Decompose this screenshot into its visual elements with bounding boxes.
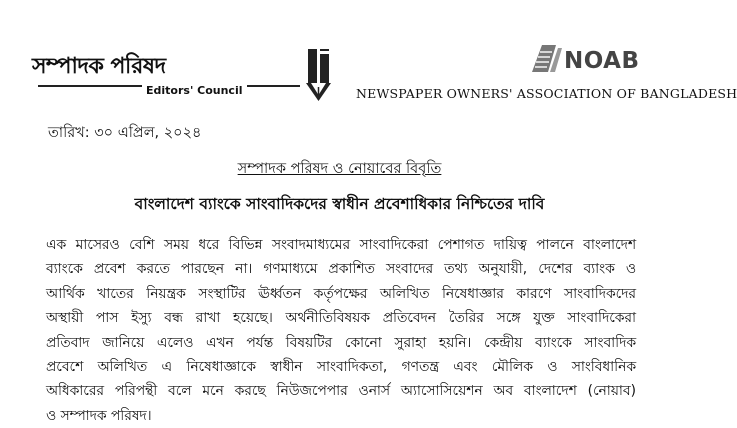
body-line: অধিকারের পরিপন্থী বলে মনে করছে নিউজপেপার ওনার্স অ্যাসোসিয়েশন অব বাংলাদেশ (নোয়াব)	[46, 383, 636, 400]
body-line: ব্যাংকে প্রবেশ করতে পারছেন না। গণমাধ্যমে প্রকাশিত সংবাদের তথ্য অনুযায়ী, দেশের ব্যাংক ও	[46, 261, 636, 278]
editors-council-logo	[30, 45, 340, 105]
noab-abbreviation: NOAB	[564, 48, 640, 74]
body-line: অস্থায়ী পাস ইস্যু বন্ধ রাখা হয়েছে। অর্থনীতিবিষয়ক প্রতিবেদন তৈরির সঙ্গে যুক্ত সাংবাদিকেরা	[46, 310, 636, 327]
statement-title	[0, 158, 679, 182]
newspaper-icon	[528, 42, 564, 76]
noab-logo	[352, 42, 737, 106]
letterhead	[0, 0, 737, 110]
editors-council-name-en: Editors' Council	[142, 84, 247, 97]
body-line: প্রবেশে অলিখিত এ নিষেধাজ্ঞাকে স্বাধীন সাংবাদিকতা, গণতন্ত্র এবং মৌলিক ও সাংবিধানিক	[46, 358, 636, 375]
pen-icon	[302, 45, 338, 105]
document-date: তারিখ: ৩০ এপ্রিল, ২০২৪	[48, 125, 202, 141]
body-line: এক মাসেরও বেশি সময় ধরে বিভিন্ন সংবাদমাধ্যমের সাংবাদিকেরা পেশাগত দায়িত্ব পালনে বাংলাদেশ	[46, 237, 636, 253]
body-line: আর্থিক খাতের নিয়ন্ত্রক সংস্থাটির ঊর্ধ্বতন কর্তৃপক্ষের অলিখিত নিষেধাজ্ঞার কারণে সাংবাদিকদের	[46, 285, 636, 302]
editors-council-name-bn: সম্পাদক পরিষদ	[32, 54, 166, 79]
statement-title-text: সম্পাদক পরিষদ ও নোয়াবের বিবৃতি	[237, 161, 442, 177]
noab-full-name: NEWSPAPER OWNERS' ASSOCIATION OF BANGLADESH	[356, 86, 737, 101]
body-paragraph	[46, 233, 636, 428]
headline: বাংলাদেশ ব্যাংকে সাংবাদিকদের স্বাধীন প্রবেশাধিকার নিশ্চিতের দাবি	[134, 195, 545, 213]
body-line: ও সম্পাদক পরিষদ।	[46, 407, 152, 424]
body-line: প্রতিবাদ জানিয়ে এলেও এখন পর্যন্ত বিষয়টির কোনো সুরাহা হয়নি। কেন্দ্রীয় ব্যাংকে সাংবাদিক	[46, 334, 636, 351]
